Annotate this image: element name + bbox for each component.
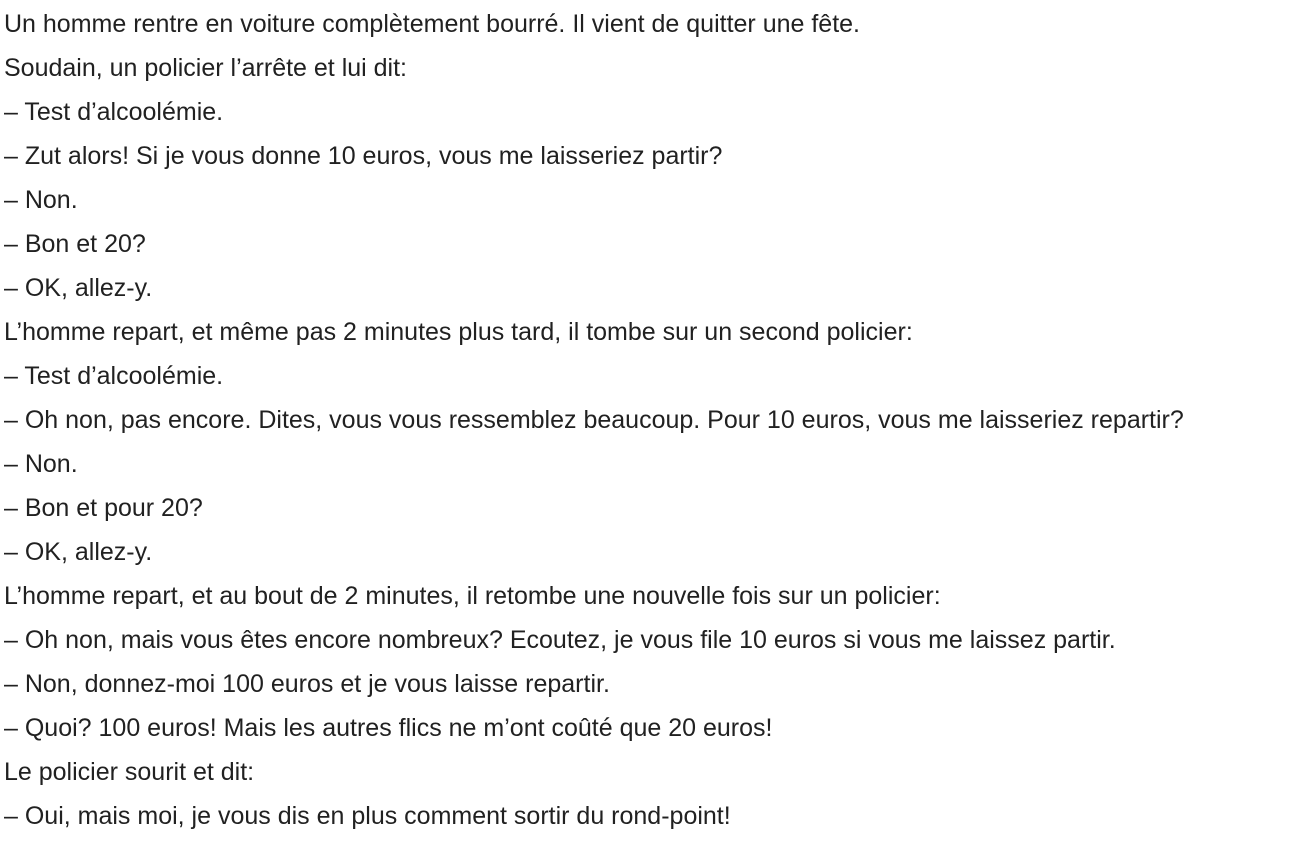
text-line: L’homme repart, et au bout de 2 minutes, il retombe une nouvelle fois sur un policier:: [4, 582, 941, 610]
text-line: Un homme rentre en voiture complètement bourré. Il vient de quitter une fête.: [4, 10, 861, 38]
text-line: L’homme repart, et même pas 2 minutes plus tard, il tombe sur un second policier:: [4, 318, 913, 346]
dialogue-line: – Non.: [4, 186, 78, 214]
dialogue-line: – Bon et pour 20?: [4, 494, 203, 522]
dialogue-line: – Bon et 20?: [4, 230, 146, 258]
dialogue-line: – OK, allez-y.: [4, 538, 153, 566]
dialogue-line: – Test d’alcoolémie.: [4, 98, 224, 126]
dialogue-line: – Quoi? 100 euros! Mais les autres flics ne m’ont coûté que 20 euros!: [4, 714, 773, 742]
dialogue-line: – Oui, mais moi, je vous dis en plus comment sortir du rond-point!: [4, 802, 731, 830]
dialogue-line: – Test d’alcoolémie.: [4, 362, 224, 390]
dialogue-line: – Non.: [4, 450, 78, 478]
dialogue-line: – OK, allez-y.: [4, 274, 153, 302]
text-line: Soudain, un policier l’arrête et lui dit:: [4, 54, 408, 82]
text-line: Le policier sourit et dit:: [4, 758, 255, 786]
dialogue-line: – Oh non, mais vous êtes encore nombreux? Ecoutez, je vous file 10 euros si vous me laissez partir.: [4, 626, 1116, 654]
dialogue-line: – Oh non, pas encore. Dites, vous vous ressemblez beaucoup. Pour 10 euros, vous me laisseriez repartir?: [4, 406, 1184, 434]
dialogue-line: – Non, donnez-moi 100 euros et je vous laisse repartir.: [4, 670, 610, 698]
dialogue-line: – Zut alors! Si je vous donne 10 euros, vous me laisseriez partir?: [4, 142, 723, 170]
